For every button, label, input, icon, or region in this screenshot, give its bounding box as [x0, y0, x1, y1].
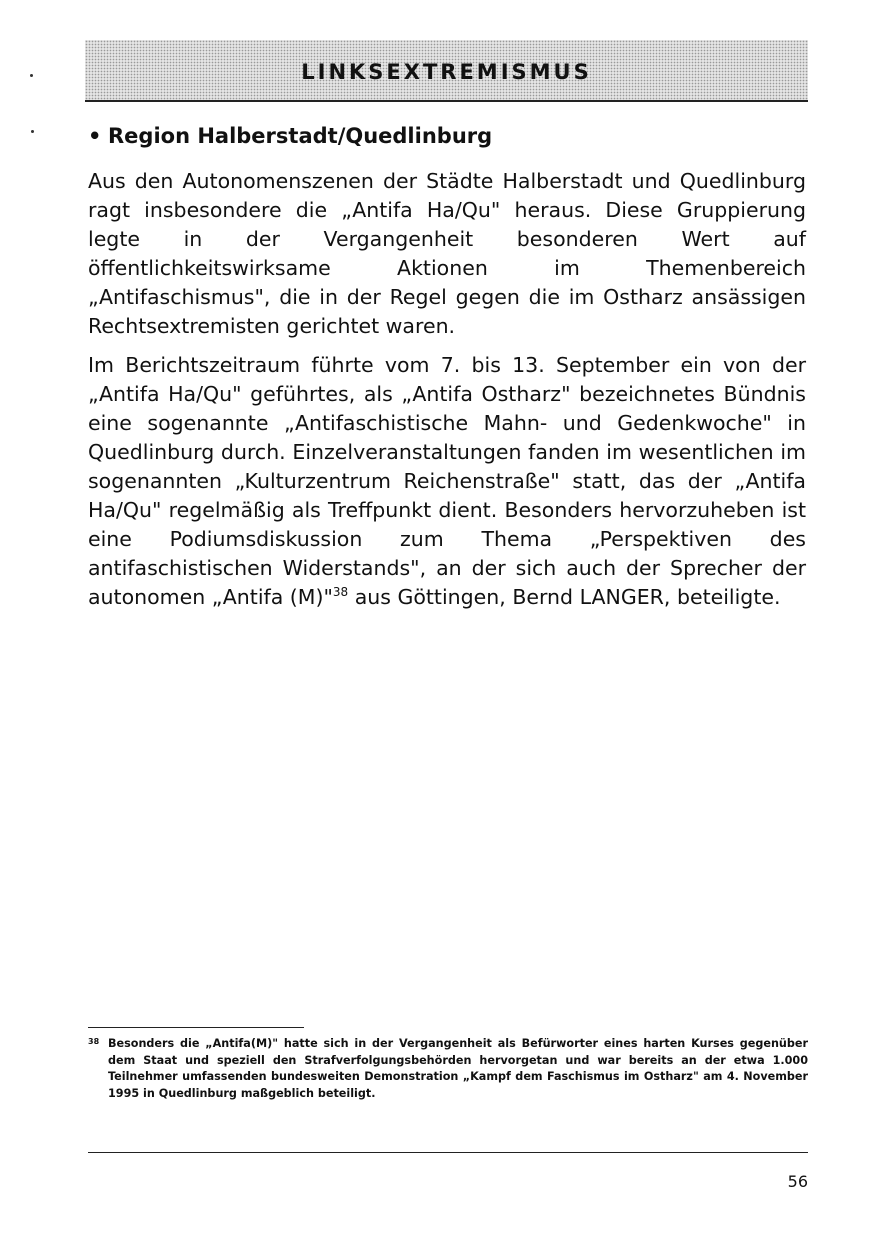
page-number: 56 — [787, 1172, 808, 1191]
section-header-title: LINKSEXTREMISMUS — [301, 60, 592, 84]
footnote-divider — [88, 1027, 304, 1028]
scan-speck — [31, 130, 34, 133]
paragraph-2-text: Im Berichtszeitraum führte vom 7. bis 13. September ein von der „Antifa Ha/Qu" geführtes, als „Antifa Ostharz" bezeichnetes Bündnis eine sogenannte „Antifaschistische Mahn- und Gedenkwoche" in Quedlinburg durch. Einzelveranstaltungen fanden im wesentlichen im sogenannten „Kulturzentrum Reichenstraße" statt, das der „Antifa Ha/Qu" regelmäßig als Treffpunkt dient. Besonders hervorzuheben ist eine Podiumsdiskussion zum Thema „Perspektiven des antifaschistischen Widerstands", an der sich auch der Sprecher der autonomen „Antifa (M)" — [88, 353, 806, 609]
footnote-text: Besonders die „Antifa(M)" hatte sich in der Vergangenheit als Befürworter eines harten Kurses gegenüber dem Staat und speziell den Strafverfolgungsbehörden hervorgetan und war bereits an der etwa 1.000 Teilnehmer umfassenden bundesweiten Demonstration „Kampf dem Faschismus im Ostharz" am 4. November 1995 in Quedlinburg maßgeblich beteiligt. — [108, 1037, 808, 1100]
paragraph-2 — [88, 351, 806, 612]
footnote-reference: 38 — [332, 585, 349, 599]
footnote-number: 38 — [88, 1037, 100, 1046]
scan-speck — [30, 74, 33, 77]
bullet-icon: • — [88, 124, 102, 148]
region-heading-text: Region Halberstadt/Quedlinburg — [108, 124, 493, 148]
footnote — [88, 1036, 808, 1102]
paragraph-1: Aus den Autonomenszenen der Städte Halberstadt und Quedlinburg ragt insbesondere die „Antifa Ha/Qu" heraus. Diese Gruppierung legte in der Vergangenheit besonderen Wert auf öffentlichkeitswirksame Aktionen im Themenbereich „Antifaschismus", die in der Regel gegen die im Ostharz ansässigen Rechtsextremisten gerichtet waren. — [88, 169, 806, 338]
paragraph-2-text-end: aus Göttingen, Bernd LANGER, beteiligte. — [348, 585, 781, 609]
region-heading — [88, 124, 492, 148]
section-header-band — [85, 40, 808, 102]
page-footer-divider — [88, 1152, 808, 1153]
